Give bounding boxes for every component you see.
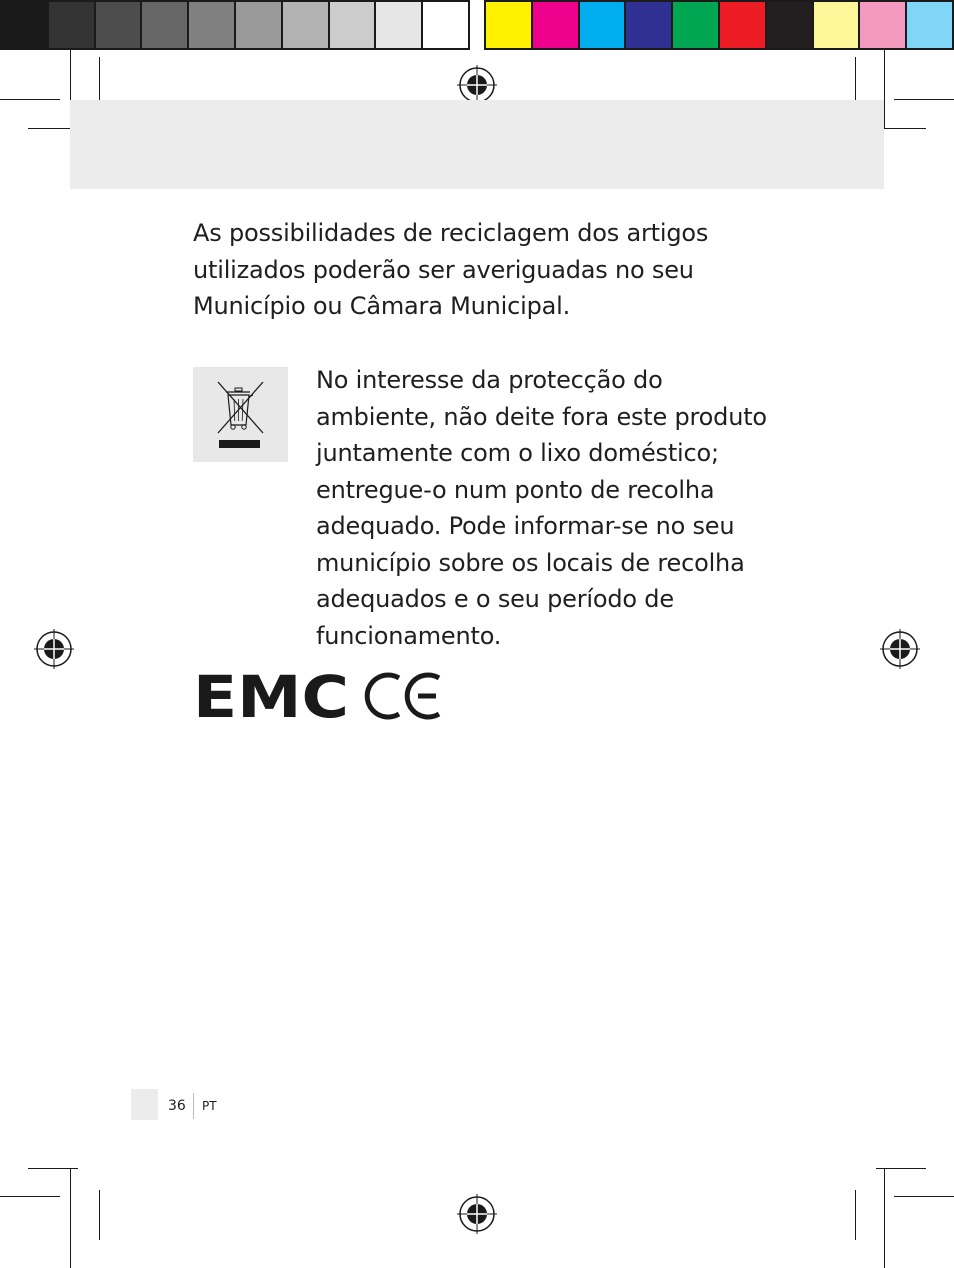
disposal-paragraph: No interesse da protecção do ambiente, não deite fora este produto juntamente com o lixo doméstico; entregue-o num ponto de recolha adequado. Pode informar-se no seu município sobre os locais de recolha adequados e o seu período de funcionamento. bbox=[316, 366, 767, 650]
color-calibration-bar bbox=[484, 0, 954, 50]
color-swatch bbox=[486, 2, 531, 48]
language-code: PT bbox=[202, 1099, 217, 1113]
crop-mark bbox=[28, 1168, 78, 1169]
footer-divider bbox=[193, 1093, 194, 1119]
gray-swatch bbox=[189, 2, 234, 48]
gray-swatch bbox=[376, 2, 421, 48]
color-swatch bbox=[673, 2, 718, 48]
crossed-out-wheelie-bin-icon bbox=[193, 367, 288, 462]
crop-mark bbox=[0, 1196, 60, 1197]
crop-mark bbox=[99, 1190, 100, 1240]
crop-mark bbox=[876, 1168, 926, 1169]
crop-mark bbox=[884, 1168, 885, 1268]
gray-swatch bbox=[49, 2, 94, 48]
color-swatch bbox=[907, 2, 952, 48]
color-swatch bbox=[580, 2, 625, 48]
gray-swatch bbox=[283, 2, 328, 48]
ce-mark-icon bbox=[367, 675, 439, 717]
weee-symbol-box bbox=[193, 367, 288, 462]
footer-tab bbox=[131, 1089, 158, 1120]
crop-mark bbox=[894, 99, 954, 100]
crop-mark bbox=[99, 57, 100, 105]
registration-mark-icon bbox=[457, 1194, 497, 1234]
registration-mark-icon bbox=[34, 629, 74, 669]
crop-mark bbox=[884, 50, 885, 128]
color-swatch bbox=[814, 2, 859, 48]
page-number: 36 bbox=[168, 1098, 186, 1114]
emc-ce-mark bbox=[193, 668, 453, 724]
gray-swatch bbox=[2, 2, 47, 48]
gray-swatch bbox=[96, 2, 141, 48]
crop-mark bbox=[894, 1196, 954, 1197]
gray-swatch bbox=[330, 2, 375, 48]
crop-mark bbox=[70, 1168, 71, 1268]
registration-mark-icon bbox=[457, 65, 497, 105]
grayscale-calibration-bar bbox=[0, 0, 470, 50]
color-swatch bbox=[767, 2, 812, 48]
color-swatch bbox=[533, 2, 578, 48]
crop-mark bbox=[855, 1190, 856, 1240]
color-swatch bbox=[860, 2, 905, 48]
gray-swatch bbox=[236, 2, 281, 48]
recycling-paragraph: As possibilidades de reciclagem dos artigos utilizados poderão ser averiguadas no seu Município ou Câmara Municipal. bbox=[193, 219, 709, 320]
emc-label: EMC bbox=[193, 668, 349, 724]
crop-mark bbox=[855, 57, 856, 105]
gray-swatch bbox=[142, 2, 187, 48]
gray-swatch bbox=[423, 2, 468, 48]
header-band bbox=[70, 100, 884, 189]
color-swatch bbox=[626, 2, 671, 48]
registration-mark-icon bbox=[880, 629, 920, 669]
color-swatch bbox=[720, 2, 765, 48]
crop-mark bbox=[0, 99, 60, 100]
